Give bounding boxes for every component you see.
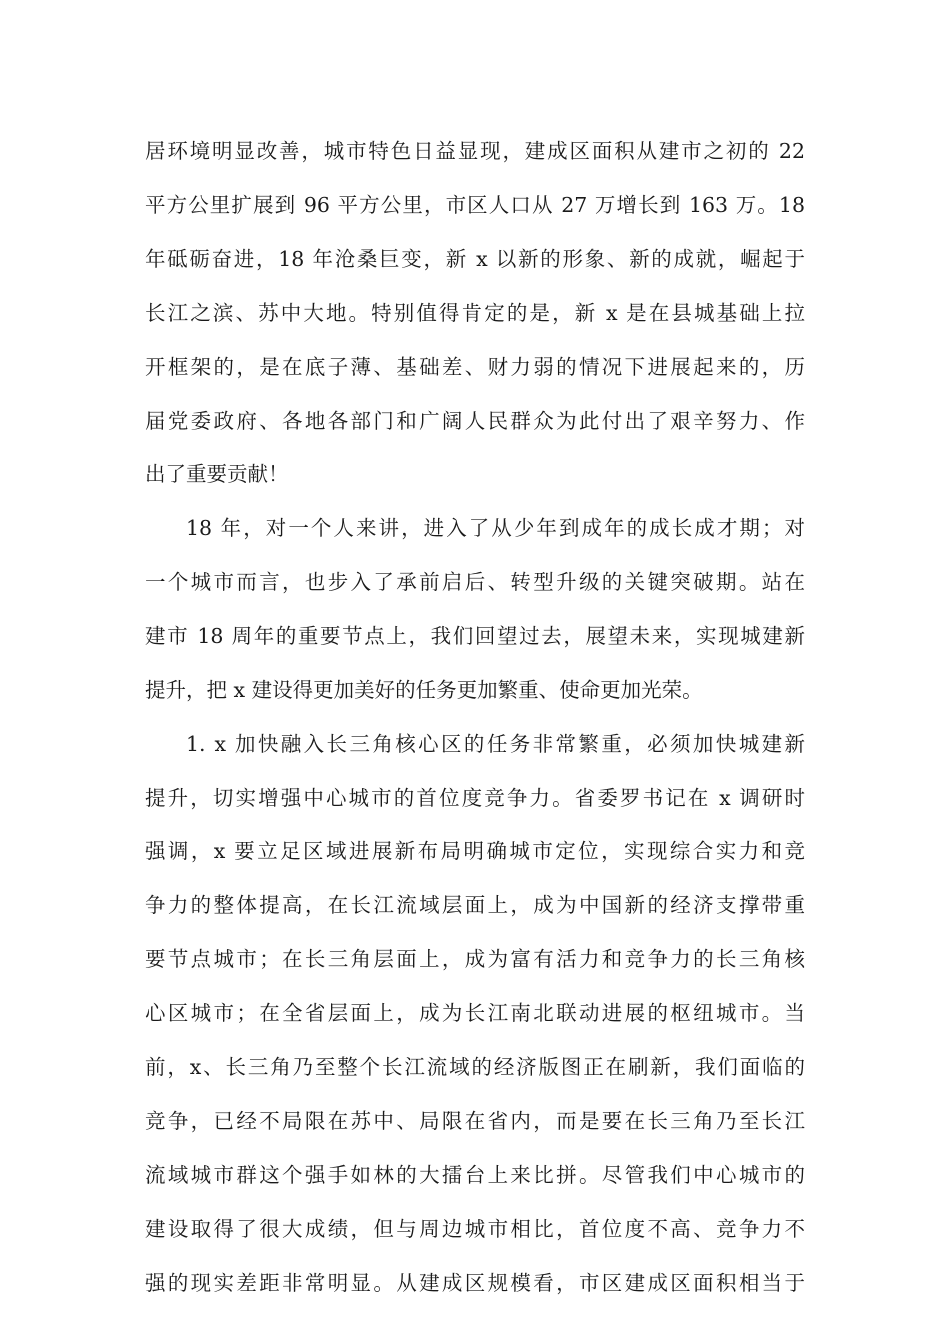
text-line: 前，x、长三角乃至整个长江流域的经济版图正在刷新，我们面临的 <box>145 1055 805 1079</box>
text-line: 流域城市群这个强手如林的大擂台上来比拼。尽管我们中心城市的 <box>145 1163 805 1187</box>
text-line: 争力的整体提高，在长江流域层面上，成为中国新的经济支撑带重 <box>145 893 805 917</box>
text-line: 一个城市而言，也步入了承前启后、转型升级的关键突破期。站在 <box>145 570 805 594</box>
text-line: 年砥砺奋进，18 年沧桑巨变，新 x 以新的形象、新的成就，崛起于 <box>145 247 805 271</box>
text-line: 开框架的，是在底子薄、基础差、财力弱的情况下进展起来的，历 <box>145 355 805 379</box>
text-line: 届党委政府、各地各部门和广阔人民群众为此付出了艰辛努力、作 <box>145 409 805 433</box>
text-line: 居环境明显改善，城市特色日益显现，建成区面积从建市之初的 22 <box>145 139 805 163</box>
text-line: 建市 18 周年的重要节点上，我们回望过去，展望未来，实现城建新 <box>145 624 805 648</box>
text-line: 强的现实差距非常明显。从建成区规模看，市区建成区面积相当于 <box>145 1271 805 1295</box>
text-line: 强调，x 要立足区域进展新布局明确城市定位，实现综合实力和竞 <box>145 839 805 863</box>
text-line: 心区城市；在全省层面上，成为长江南北联动进展的枢纽城市。当 <box>145 1001 805 1025</box>
text-line: 提升，切实增强中心城市的首位度竞争力。省委罗书记在 x 调研时 <box>145 786 805 810</box>
text-line: 长江之滨、苏中大地。特别值得肯定的是，新 x 是在县城基础上拉 <box>145 301 805 325</box>
text-line: 提升，把 x 建设得更加美好的任务更加繁重、使命更加光荣。 <box>145 678 703 702</box>
text-line: 出了重要贡献！ <box>145 462 289 486</box>
text-line: 平方公里扩展到 96 平方公里，市区人口从 27 万增长到 163 万。18 <box>145 193 805 217</box>
text-line: 1. x 加快融入长三角核心区的任务非常繁重，必须加快城建新 <box>186 732 805 756</box>
text-line: 要节点城市；在长三角层面上，成为富有活力和竞争力的长三角核 <box>145 947 805 971</box>
text-line: 竞争，已经不局限在苏中、局限在省内，而是要在长三角乃至长江 <box>145 1109 805 1133</box>
text-line: 建设取得了很大成绩，但与周边城市相比，首位度不高、竞争力不 <box>145 1217 805 1241</box>
text-line: 18 年，对一个人来讲，进入了从少年到成年的成长成才期；对 <box>186 516 805 540</box>
